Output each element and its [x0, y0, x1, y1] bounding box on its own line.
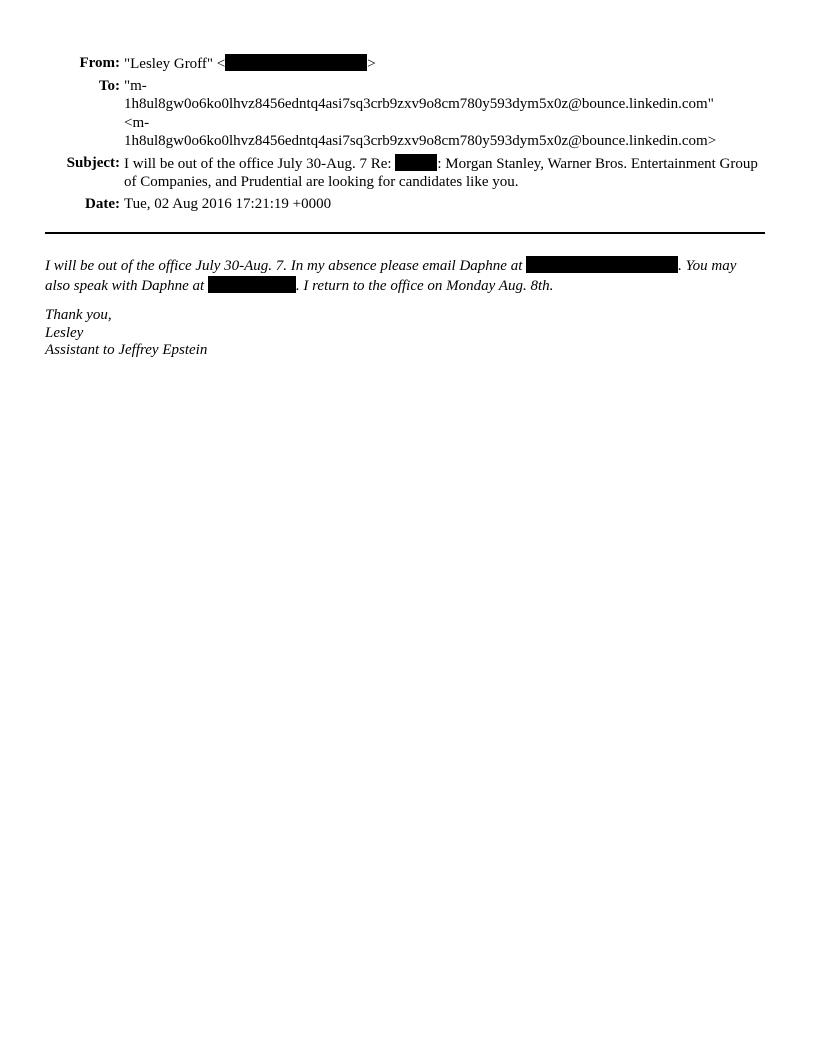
subject-label: Subject: — [66, 154, 120, 171]
signature-line-2: Lesley — [45, 324, 84, 341]
to-value — [124, 74, 768, 151]
date-label: Date: — [85, 195, 120, 212]
signature-line-3: Assistant to Jeffrey Epstein — [45, 342, 208, 358]
subject-row — [58, 151, 768, 192]
to-label: To: — [98, 77, 120, 94]
to-line-4: 1h8ul8gw0o6ko0lhvz8456edntq4asi7sq3crb9zxv9o8cm780y593dym5x0z@bounce.linkedin.com> — [124, 133, 717, 149]
date-value: Tue, 02 Aug 2016 17:21:19 +0000 — [124, 195, 332, 212]
header-divider — [45, 232, 765, 234]
body-text-3: . I return to the office on Monday Aug. 8th. — [295, 277, 554, 294]
subject-value — [124, 151, 768, 192]
redacted-subject-block — [395, 154, 437, 171]
body-paragraph — [45, 256, 765, 295]
from-value — [124, 54, 768, 74]
from-sender: "Lesley Groff" < — [124, 56, 226, 72]
subject-before: I will be out of the office July 30-Aug. 7 Re: — [124, 155, 396, 172]
signature-line-1: Thank you, — [45, 307, 112, 323]
from-row — [58, 54, 768, 74]
email-header — [58, 54, 768, 213]
body-text-2: . You may also speak with Daphne at — [45, 258, 737, 294]
email-body — [45, 256, 765, 360]
subject-after: : Morgan Stanley, Warner Bros. Entertainment Group of Companies, and Prudential are looking for candidates like you. — [124, 155, 758, 190]
redacted-email-block — [225, 54, 367, 71]
date-row — [58, 192, 768, 214]
to-line-1: "m- — [124, 77, 147, 94]
redacted-email-block — [526, 256, 678, 273]
redacted-phone-block — [208, 276, 296, 293]
to-line-2: 1h8ul8gw0o6ko0lhvz8456edntq4asi7sq3crb9zxv9o8cm780y593dym5x0z@bounce.linkedin.com" — [124, 96, 714, 112]
from-close: > — [367, 56, 376, 72]
body-text-1: I will be out of the office July 30-Aug. 7. In my absence please email Daphne at — [45, 258, 527, 274]
to-row — [58, 74, 768, 151]
to-line-3: <m- — [124, 114, 150, 131]
from-label: From: — [79, 55, 120, 71]
